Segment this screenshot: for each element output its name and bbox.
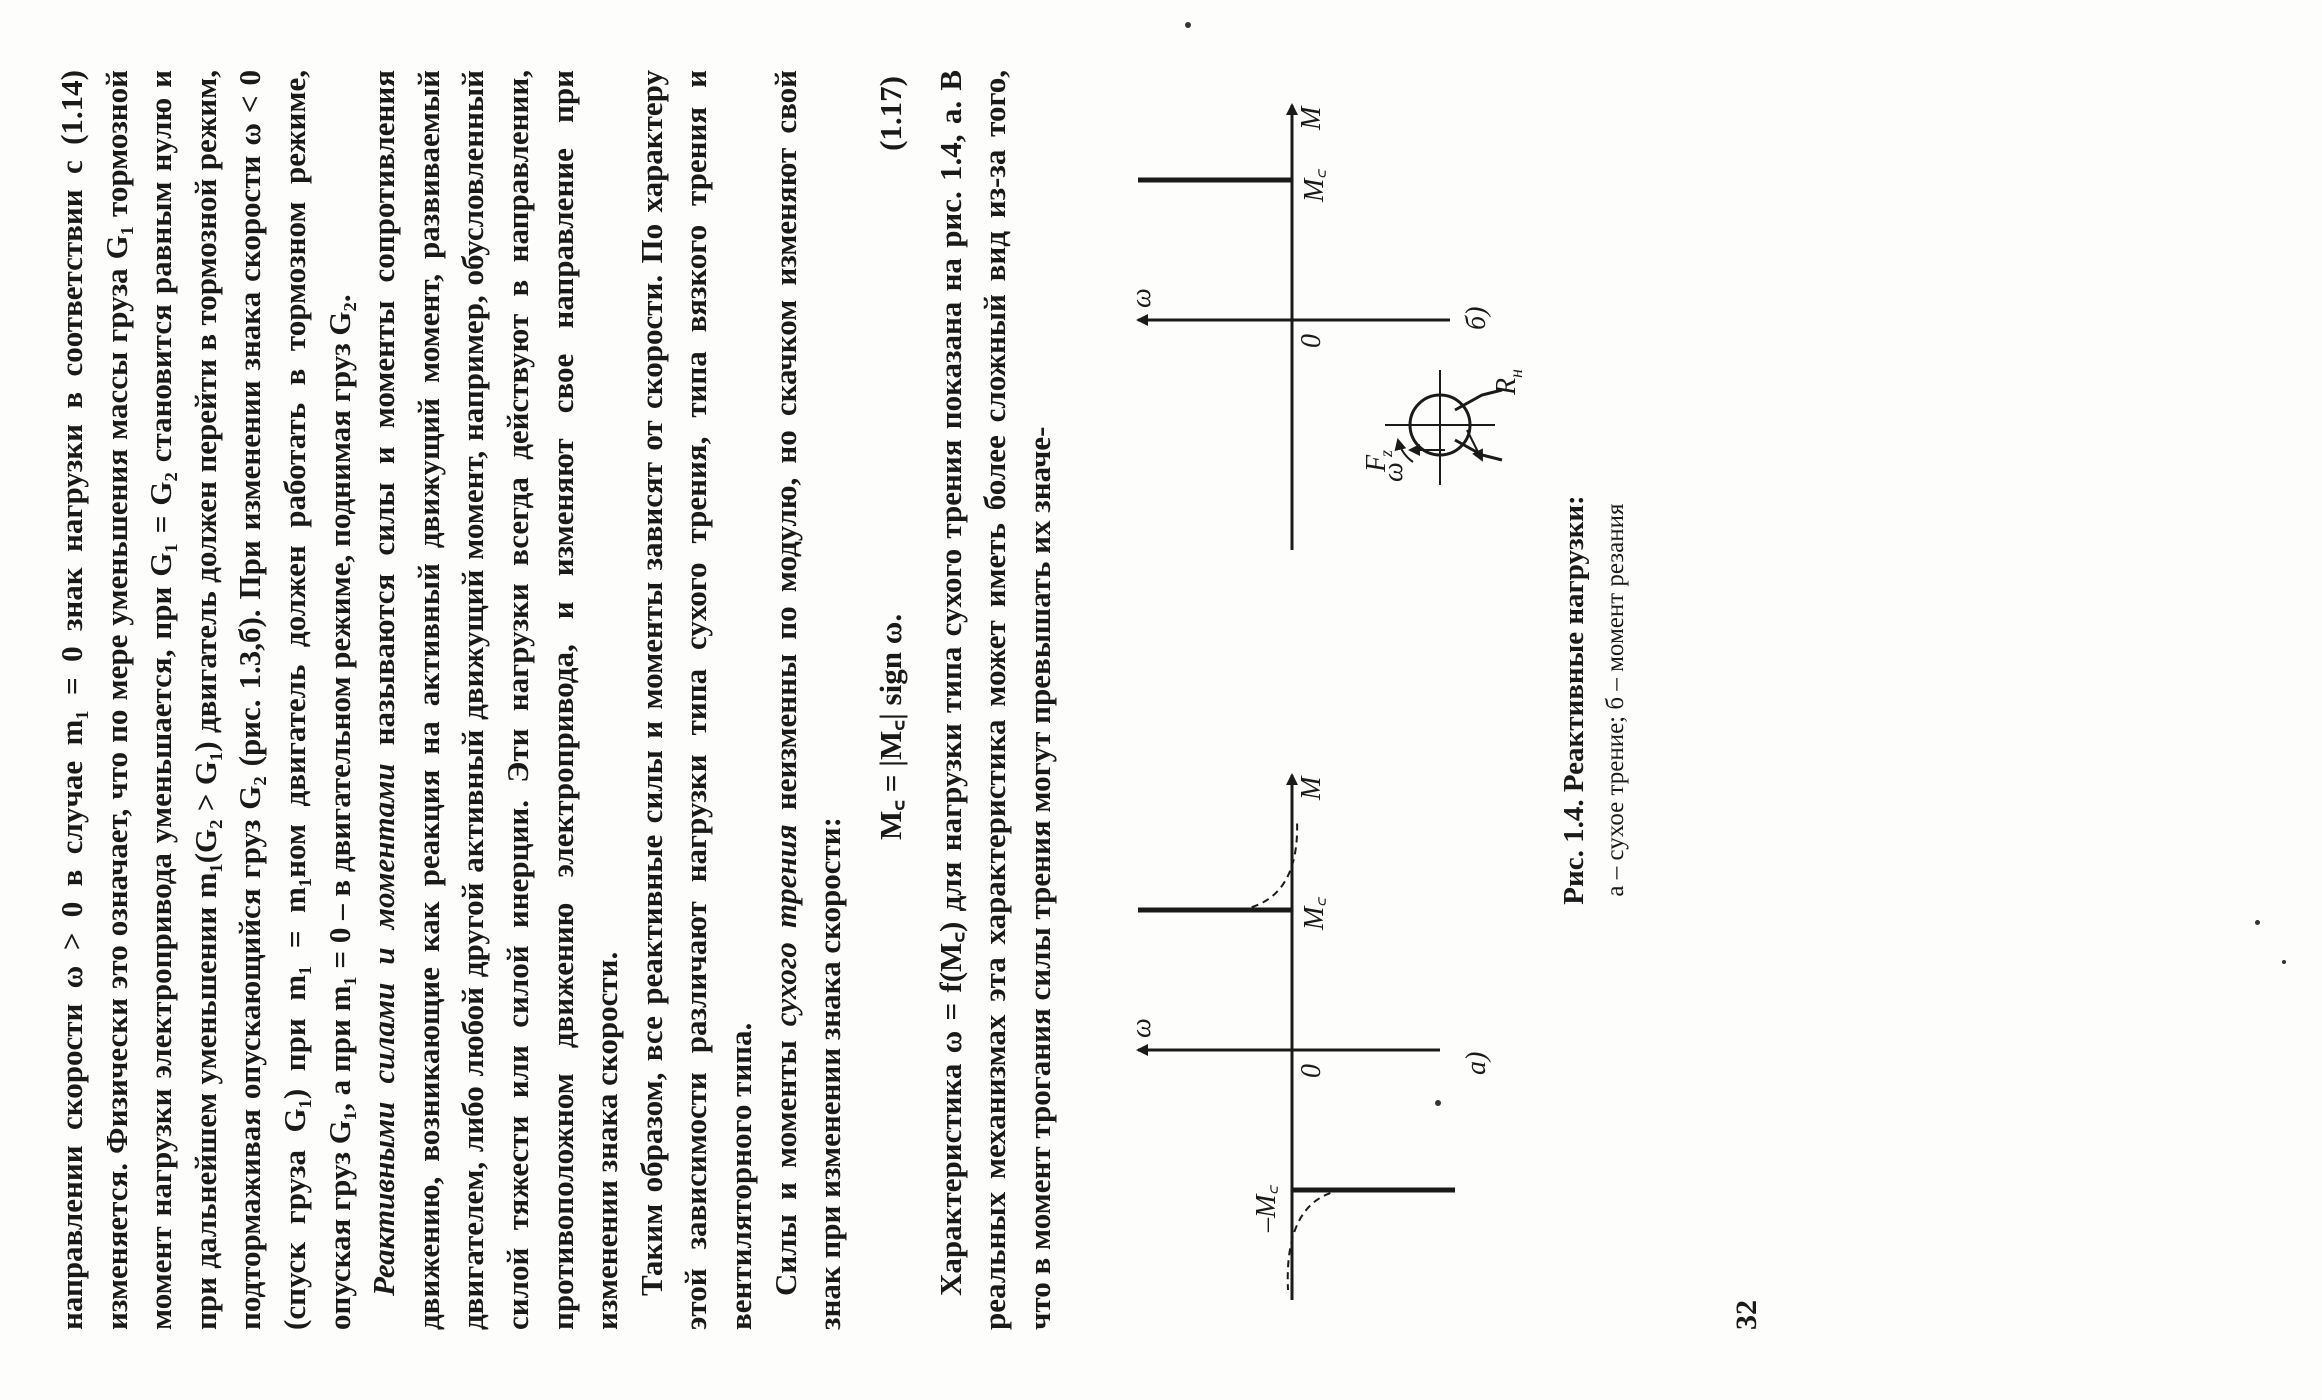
paragraph-2-text: называются силы и моменты сопротивления движению, возникающие как реакция на активный движущий момент, развиваемый двигателем, либо любой другой активный движущий момент, например, обусловленный силой тяжести или силой инерции. Эти нагрузки всегда действуют в направлении, противоположном движению электропривода, и изменяют свое направление при изменении знака скорости. xyxy=(366,69,625,1330)
scan-speck xyxy=(2255,920,2260,925)
formula-number: (1.17) xyxy=(872,76,908,151)
m-label-a: M xyxy=(1296,776,1327,800)
diagram-b xyxy=(1138,105,1450,550)
paragraph-1: направлении скорости ω > 0 в случае m₁ = 0 знак нагрузки в соответствии с (1.14) изменяется. Физически это означает, что по мере уменьшения массы груза G₁ тормозной момент нагрузки электропривода уменьшается, при G₁ = G₂ становится равным нулю и при дальнейшем уменьшении m₁(G₂ > G₁) двигатель должен перейти в тормозной режим, подтормаживая опускающийся груз G₂ (рис. 1.3,б). При изменении знака скорости ω < 0 (спуск груза G₁) при m₁ = m₁ном двигатель должен работать в тормозном режиме, опуская груз G₁, а при m₁ = 0 – в двигательном режиме, поднимая груз G₂. xyxy=(54,70,357,1330)
diagram-labels xyxy=(1126,105,1526,1233)
mc-label-b: M꜀ xyxy=(1299,168,1330,202)
neg-mc-label-a: –M꜀ xyxy=(1251,1184,1282,1232)
formula-1-17 xyxy=(869,70,913,1330)
figure-1-4 xyxy=(1110,70,1670,1330)
paragraph-3: Таким образом, все реактивные силы и моменты зависят от скорости. По характеру этой зависимости различают нагрузки типа сухого трения, типа вязкого трения и вентиляторного типа. xyxy=(633,70,758,1330)
omega-label-a: ω xyxy=(1126,1018,1157,1038)
startup-curve-positive xyxy=(1240,820,1297,910)
m-label-b: M xyxy=(1296,106,1327,130)
rn-label: R xyxy=(1491,377,1522,395)
rotated-book-page xyxy=(50,0,1763,1330)
paragraph-4-end: неизменны по модулю, но скачком изменяют свой знак при изменении знака скорости: xyxy=(767,70,848,1330)
paragraph-4 xyxy=(764,70,853,1330)
body-text xyxy=(50,70,1062,1330)
omega-label-b: ω xyxy=(1126,288,1157,308)
fz-label: F xyxy=(1361,454,1392,472)
fz-subscript: z xyxy=(1376,449,1396,457)
paragraph-4-start: Силы и моменты xyxy=(767,1026,803,1296)
paragraph-2 xyxy=(362,70,630,1330)
subfig-b-label: б) xyxy=(1461,306,1492,330)
scan-speck xyxy=(2282,960,2286,964)
diagram-a xyxy=(1138,775,1455,1300)
omega-label-tool: ω xyxy=(1378,462,1409,482)
figure-subcaption: а – сухое трение; б – момент резания xyxy=(1602,503,1629,897)
formula-expression: M꜀ = |M꜀| sign ω. xyxy=(872,613,908,840)
zero-label-b: 0 xyxy=(1296,334,1327,348)
page-number: 32 xyxy=(1730,1300,1763,1330)
figure-caption: Рис. 1.4. Реактивные нагрузки: xyxy=(1558,495,1590,905)
zero-label-a: 0 xyxy=(1296,1064,1327,1078)
rn-subscript: н xyxy=(1506,369,1526,378)
mc-label-a: M꜀ xyxy=(1299,896,1330,930)
figure-diagram xyxy=(1110,70,1540,1330)
term-dry-friction: сухого трения xyxy=(767,824,803,1027)
term-reactive-forces: Реактивными силами и моментами xyxy=(366,763,402,1296)
paragraph-5: Характеристика ω = f(M꜀) для нагрузки типа сухого трения показана на рис. 1.4, а. В реальных механизмах эта характеристика может иметь более сложный вид из-за того, что в момент трогания силы трения могут превышать их значе- xyxy=(932,70,1057,1330)
subfig-a-label: а) xyxy=(1461,1051,1492,1075)
startup-curve-negative xyxy=(1288,1190,1342,1290)
